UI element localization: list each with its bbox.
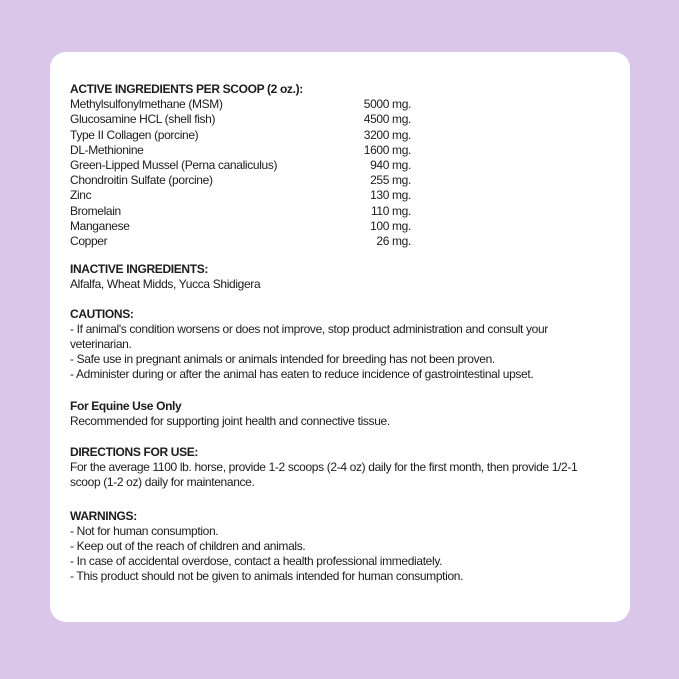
ingredient-row	[70, 97, 411, 112]
ingredient-name: DL-Methionine	[70, 142, 144, 157]
ingredient-name: Chondroitin Sulfate (porcine)	[70, 173, 213, 188]
directions-text: For the average 1100 lb. horse, provide 1-2 scoops (2-4 oz) daily for the first month, then provide 1/2-1 scoop (1-2 oz) daily for maintenance.	[70, 460, 578, 490]
inactive-ingredients-text: Alfalfa, Wheat Midds, Yucca Shidigera	[70, 277, 261, 292]
ingredient-name: Glucosamine HCL (shell fish)	[70, 112, 216, 127]
ingredient-name: Zinc	[70, 188, 92, 203]
warning-item: - Keep out of the reach of children and animals.	[70, 539, 306, 554]
ingredient-row	[70, 188, 411, 203]
inactive-ingredients-heading: INACTIVE INGREDIENTS:	[70, 262, 208, 277]
ingredient-amount: 4500 mg.	[363, 112, 411, 127]
section-active-ingredients	[70, 82, 610, 249]
ingredient-row	[70, 173, 411, 188]
ingredient-amount: 100 mg.	[370, 218, 411, 233]
caution-item: - Safe use in pregnant animals or animals intended for breeding has not been proven.	[70, 352, 495, 367]
ingredient-amount: 26 mg.	[376, 234, 411, 249]
ingredient-row	[70, 158, 411, 173]
ingredient-name: Methylsulfonylmethane (MSM)	[70, 97, 223, 112]
section-warnings	[70, 509, 610, 585]
ingredient-row	[70, 204, 411, 219]
warning-item: - Not for human consumption.	[70, 523, 219, 538]
supplement-label-card	[50, 52, 630, 622]
ingredient-amount: 5000 mg.	[363, 97, 411, 112]
ingredient-row	[70, 128, 411, 143]
ingredient-amount: 940 mg.	[370, 158, 411, 173]
section-inactive-ingredients	[70, 262, 610, 292]
ingredient-amount: 110 mg.	[370, 203, 411, 218]
ingredient-name: Bromelain	[70, 203, 121, 218]
equine-use-text: Recommended for supporting joint health and connective tissue.	[70, 413, 390, 428]
section-directions	[70, 445, 610, 491]
equine-use-heading: For Equine Use Only	[70, 398, 182, 413]
ingredient-amount: 130 mg.	[370, 188, 411, 203]
ingredient-amount: 1600 mg.	[363, 142, 411, 157]
ingredient-amount: 3200 mg.	[363, 127, 411, 142]
cautions-list	[70, 322, 610, 383]
section-equine-use	[70, 399, 610, 429]
ingredient-row	[70, 112, 411, 127]
warning-item: - In case of accidental overdose, contact a health professional immediately.	[70, 554, 443, 569]
active-ingredients-heading: ACTIVE INGREDIENTS PER SCOOP (2 oz.):	[70, 82, 303, 96]
ingredient-table	[70, 97, 411, 249]
section-cautions	[70, 307, 610, 383]
ingredient-name: Green-Lipped Mussel (Perna canaliculus)	[70, 158, 278, 173]
ingredient-name: Manganese	[70, 218, 130, 233]
directions-heading: DIRECTIONS FOR USE:	[70, 445, 199, 460]
warnings-list	[70, 524, 610, 585]
ingredient-name: Type II Collagen (porcine)	[70, 127, 199, 142]
ingredient-row	[70, 143, 411, 158]
cautions-heading: CAUTIONS:	[70, 306, 134, 321]
warnings-heading: WARNINGS:	[70, 508, 137, 523]
caution-item: - Administer during or after the animal has eaten to reduce incidence of gastrointestinal upset.	[70, 367, 534, 382]
ingredient-name: Copper	[70, 234, 108, 249]
ingredient-row	[70, 219, 411, 234]
caution-item: - If animal's condition worsens or does not improve, stop product administration and consult your veterinarian.	[70, 321, 548, 352]
ingredient-amount: 255 mg.	[370, 173, 411, 188]
ingredient-row	[70, 234, 411, 249]
warning-item: - This product should not be given to animals intended for human consumption.	[70, 569, 464, 584]
